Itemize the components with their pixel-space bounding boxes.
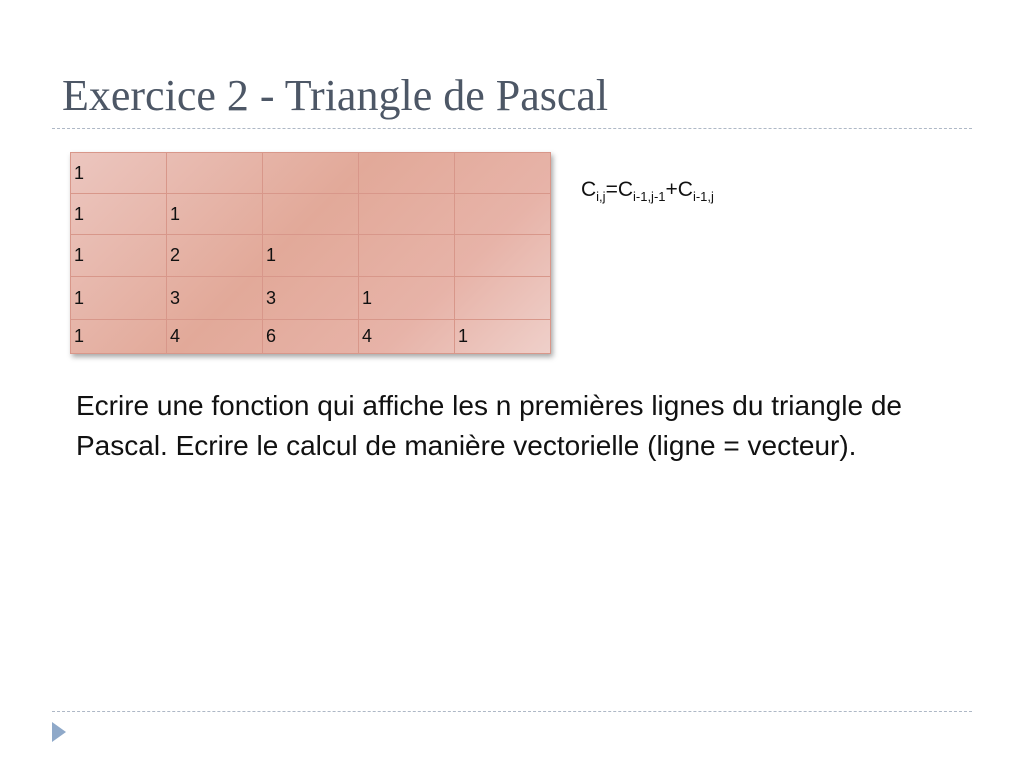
table-row — [71, 277, 551, 320]
pascal-triangle-table — [70, 152, 551, 354]
table-cell: 1 — [71, 235, 167, 277]
formula-term2-subscript: i-1,j — [692, 189, 714, 204]
slide-title: Exercice 2 - Triangle de Pascal — [62, 71, 609, 120]
table-row — [71, 235, 551, 277]
formula-lhs: C — [581, 178, 597, 201]
table-cell: 1 — [263, 235, 359, 277]
table-cell — [359, 153, 455, 194]
table-cell: 1 — [71, 320, 167, 354]
title-divider — [52, 128, 972, 129]
table-row — [71, 320, 551, 354]
table-cell: 4 — [167, 320, 263, 354]
recurrence-formula — [581, 178, 714, 202]
table-cell: 4 — [359, 320, 455, 354]
formula-equals: = — [605, 178, 618, 201]
table-cell: 1 — [167, 194, 263, 235]
table-cell: 1 — [455, 320, 551, 354]
table-cell: 3 — [263, 277, 359, 320]
formula-term1: C — [617, 178, 633, 201]
table-cell — [263, 153, 359, 194]
table-cell: 1 — [71, 194, 167, 235]
formula-plus: + — [665, 178, 678, 201]
table-row — [71, 194, 551, 235]
table-cell — [455, 194, 551, 235]
table-cell — [263, 194, 359, 235]
play-triangle-icon — [52, 722, 66, 742]
table-cell — [455, 153, 551, 194]
table-cell — [455, 235, 551, 277]
table-row — [71, 153, 551, 194]
formula-term2: C — [677, 178, 693, 201]
table-cell — [167, 153, 263, 194]
table-cell: 1 — [71, 153, 167, 194]
table-cell — [455, 277, 551, 320]
footer-divider — [52, 711, 972, 712]
formula-term1-subscript: i-1,j-1 — [633, 189, 666, 204]
table-cell: 1 — [359, 277, 455, 320]
table-cell — [359, 194, 455, 235]
exercise-instructions: Ecrire une fonction qui affiche les n premières lignes du triangle de Pascal. Ecrire le calcul de manière vectorielle (ligne = vecteur). — [76, 390, 902, 461]
table-cell: 6 — [263, 320, 359, 354]
table-cell: 2 — [167, 235, 263, 277]
formula-lhs-subscript: i,j — [596, 189, 606, 204]
table-cell — [359, 235, 455, 277]
table-cell: 3 — [167, 277, 263, 320]
table-cell: 1 — [71, 277, 167, 320]
